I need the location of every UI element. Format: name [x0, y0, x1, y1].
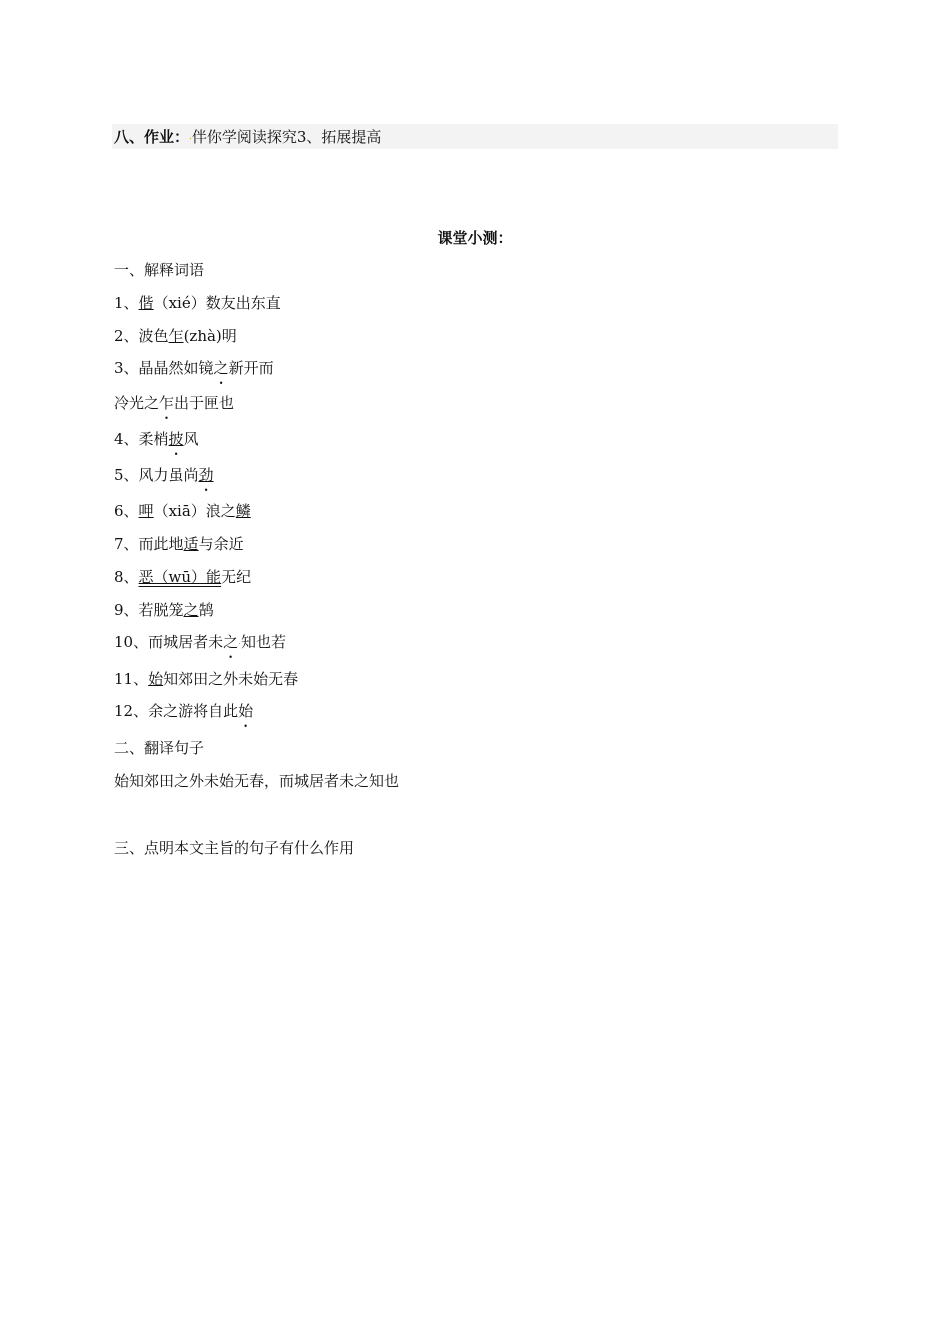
translate-sentence: 始知郊田之外未始无春，而城居者未之知也 [114, 772, 400, 790]
item-prefix: 7、而此地 [114, 535, 184, 553]
vocab-item-3-continued [114, 393, 234, 413]
target-word: 鳞 [235, 502, 251, 520]
target-word: 披 [168, 430, 184, 448]
item-prefix: 6、 [114, 502, 139, 520]
item-prefix: 1、 [114, 294, 139, 312]
item-prefix: 11、 [114, 670, 149, 688]
item-prefix: 5、风力虽尚 [114, 466, 199, 484]
vocab-item-9 [114, 600, 214, 620]
vocab-item-3 [114, 358, 274, 378]
item-rest: 无纪 [221, 568, 252, 586]
item-rest: 风 [183, 430, 199, 448]
target-word: 之 [183, 601, 199, 619]
vocab-item-6 [114, 501, 251, 521]
item-prefix: 冷光之 [114, 394, 160, 412]
vocab-item-12 [114, 701, 253, 721]
vocab-item-5 [114, 465, 214, 485]
item-rest: （xié）数友出东直 [153, 294, 281, 312]
item-prefix: 8、 [114, 568, 139, 586]
item-prefix: 10、而城居者未 [114, 633, 224, 651]
vocab-item-11 [114, 669, 298, 689]
item-rest: (zhà)明 [183, 327, 237, 345]
item-rest: （xiā）浪之 [153, 502, 236, 520]
quiz-title: 课堂小测： [437, 229, 513, 247]
target-word: 始 [238, 702, 254, 720]
section2-heading: 二、翻译句子 [114, 739, 205, 757]
homework-label: 八、作业： [114, 128, 190, 146]
vocab-item-8 [114, 567, 251, 587]
vocab-item-2 [114, 326, 237, 346]
target-word: 偕 [138, 294, 154, 312]
item-rest: 知郊田之外未始无春 [163, 670, 299, 688]
target-word: 呷 [138, 502, 154, 520]
vocab-item-10 [114, 632, 286, 652]
target-word: 之 [213, 359, 229, 377]
target-word: 乍 [159, 394, 175, 412]
target-word: 恶（wū）能 [138, 568, 222, 586]
item-prefix: 12、余之游将自此 [114, 702, 239, 720]
item-prefix: 9、若脱笼 [114, 601, 184, 619]
item-rest: 出于匣也 [174, 394, 235, 412]
target-word: 劲 [198, 466, 214, 484]
homework-marker: . [189, 132, 192, 142]
vocab-item-1 [114, 293, 281, 313]
vocab-item-7 [114, 534, 244, 554]
homework-line [114, 127, 381, 147]
target-word: 乍 [168, 327, 184, 345]
item-marker: . [238, 637, 241, 647]
target-word: 始 [148, 670, 164, 688]
item-rest: 鹄 [198, 601, 214, 619]
item-rest: 与余近 [198, 535, 244, 553]
item-prefix: 3、晶晶然如镜 [114, 359, 214, 377]
section1-heading: 一、解释词语 [114, 261, 205, 279]
item-prefix: 4、柔梢 [114, 430, 169, 448]
item-rest: 新开而 [228, 359, 274, 377]
homework-text: 伴你学阅读探究3、拓展提高 [191, 128, 382, 146]
target-word: 适 [183, 535, 199, 553]
vocab-item-4 [114, 429, 199, 449]
target-word: 之 [223, 633, 239, 651]
item-prefix: 2、波色 [114, 327, 169, 345]
section3-heading: 三、点明本文主旨的句子有什么作用 [114, 839, 355, 857]
item-rest: 知也若 [240, 633, 286, 651]
